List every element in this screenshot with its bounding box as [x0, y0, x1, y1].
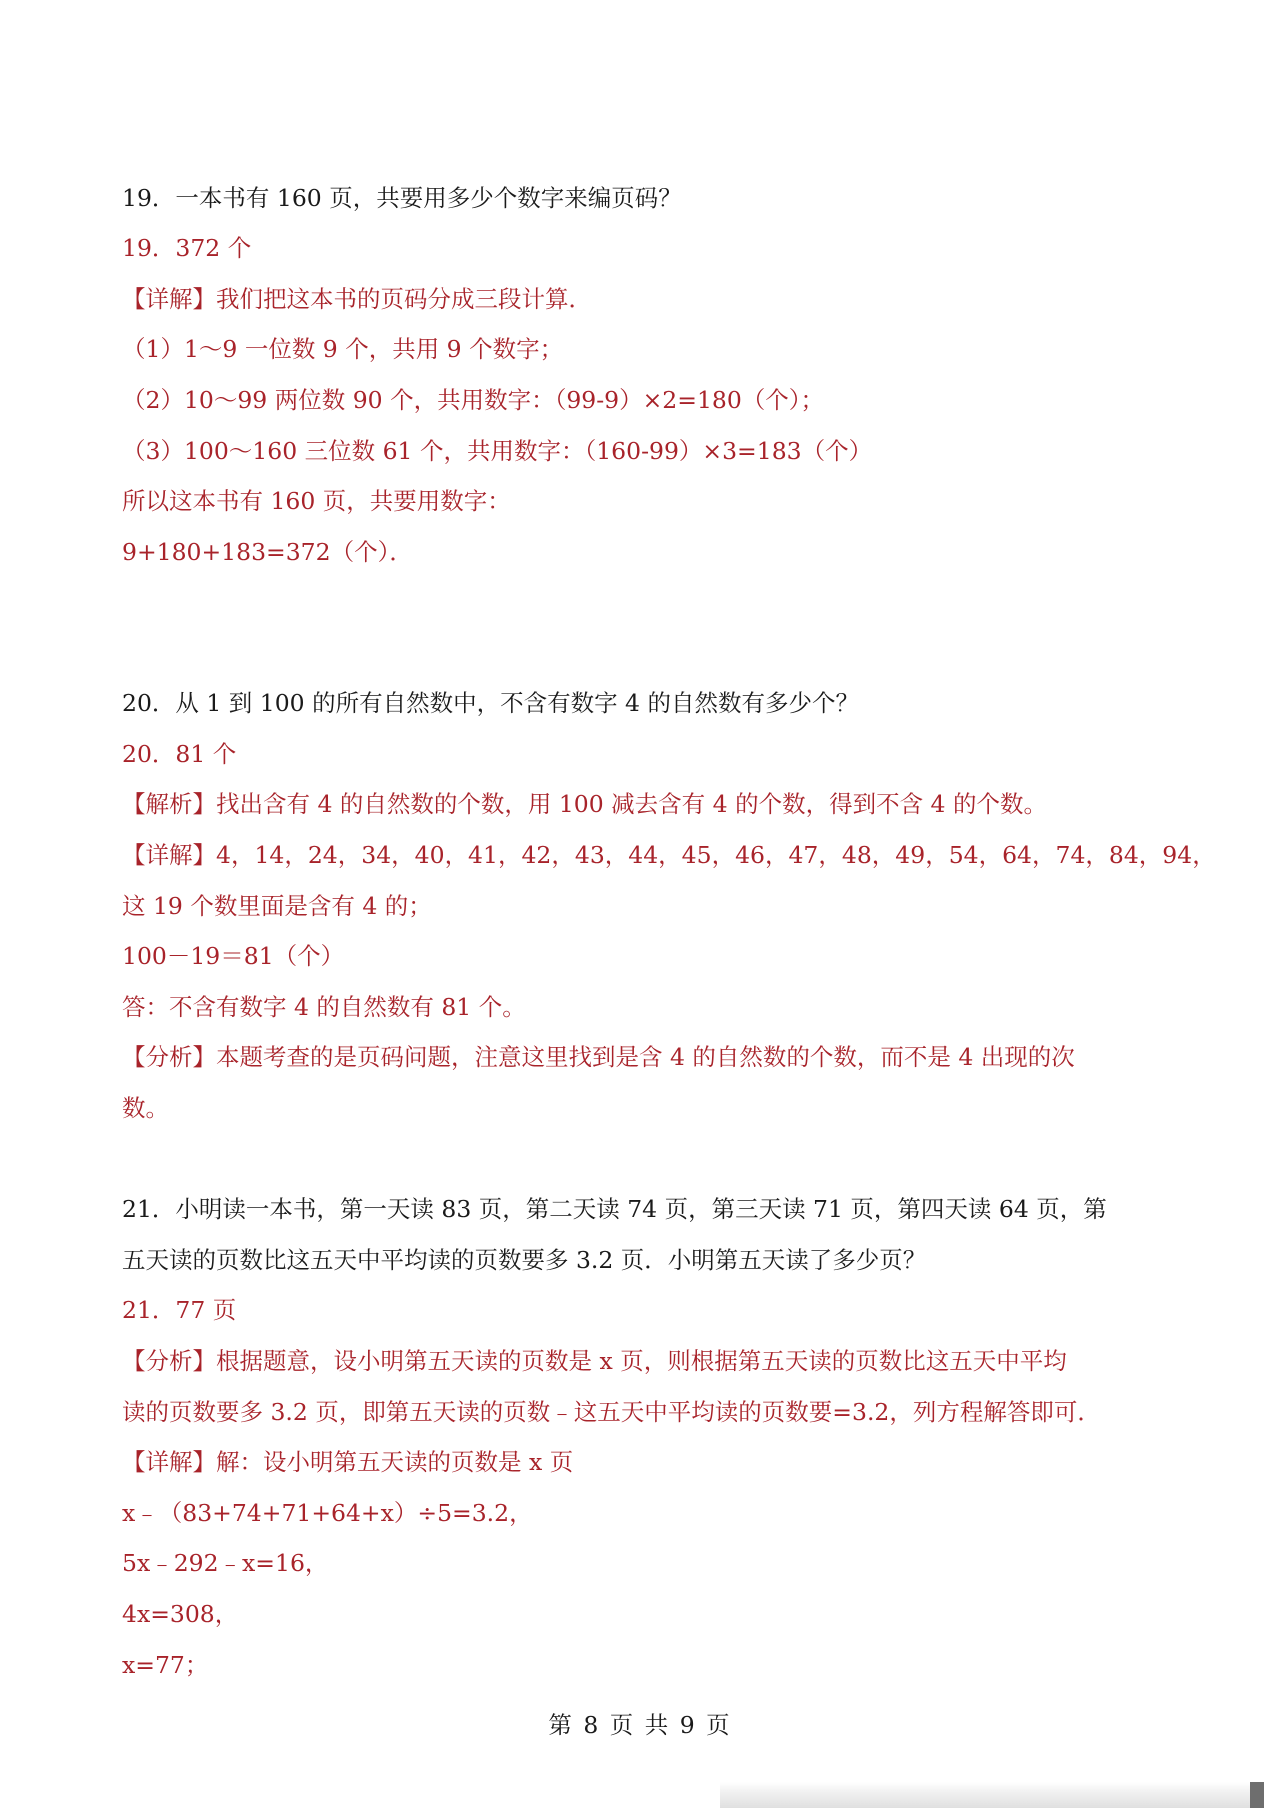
a21-analysis-line2: 读的页数要多 3.2 页，即第五天读的页数﹣这五天中平均读的页数要=3.2，列方程解答即可．: [122, 1398, 1101, 1426]
a20-conclusion: 答：不含有数字 4 的自然数有 81 个。: [122, 993, 526, 1021]
a19-answer: 19．372 个: [122, 234, 252, 262]
a20-detail-list: 【详解】4，14，24，34，40，41，42，43，44，45，46，47，48，49，54，64，74，84，94，: [122, 841, 1216, 869]
a21-answer: 21．77 页: [122, 1296, 237, 1324]
page-footer: 第 8 页 共 9 页: [548, 1711, 732, 1739]
page-edge-mark: [1250, 1782, 1264, 1808]
a19-step3: （3）100～160 三位数 61 个，共用数字：（160-99）×3=183（个）: [122, 437, 873, 465]
a19-summary: 所以这本书有 160 页，共要用数字：: [122, 487, 511, 515]
a19-result: 9+180+183=372（个）．: [122, 538, 413, 566]
a19-step2: （2）10～99 两位数 90 个，共用数字：（99-9）×2=180（个）；: [122, 386, 825, 414]
a20-analysis: 【解析】找出含有 4 的自然数的个数，用 100 减去含有 4 的个数，得到不含 4 的个数。: [122, 790, 1047, 818]
a21-equation-1: x﹣（83+74+71+64+x）÷5=3.2，: [122, 1499, 533, 1527]
a21-equation-2: 5x﹣292﹣x=16，: [122, 1549, 329, 1577]
q21-text-line2: 五天读的页数比这五天中平均读的页数要多 3.2 页．小明第五天读了多少页？: [122, 1246, 927, 1274]
a20-calculation: 100－19＝81（个）: [122, 942, 345, 970]
a21-equation-4: x=77；: [122, 1651, 209, 1679]
a21-analysis-line1: 【分析】根据题意，设小明第五天读的页数是 x 页，则根据第五天读的页数比这五天中平均: [122, 1347, 1067, 1375]
a21-detail-intro: 【详解】解：设小明第五天读的页数是 x 页: [122, 1448, 574, 1476]
a20-review-line1: 【分析】本题考查的是页码问题，注意这里找到是含 4 的自然数的个数，而不是 4 出现的次: [122, 1043, 1075, 1071]
q19-text: 19．一本书有 160 页，共要用多少个数字来编页码？: [122, 184, 682, 212]
q21-text-line1: 21．小明读一本书，第一天读 83 页，第二天读 74 页，第三天读 71 页，第四天读 64 页，第: [122, 1195, 1107, 1223]
a19-step1: （1）1～9 一位数 9 个，共用 9 个数字；: [122, 335, 564, 363]
a19-detail-intro: 【详解】我们把这本书的页码分成三段计算．: [122, 285, 592, 313]
a20-review-line2: 数。: [122, 1094, 169, 1122]
a21-equation-3: 4x=308，: [122, 1600, 239, 1628]
a20-answer: 20．81 个: [122, 740, 237, 768]
q20-text: 20．从 1 到 100 的所有自然数中，不含有数字 4 的自然数有多少个？: [122, 689, 859, 717]
a20-detail-note: 这 19 个数里面是含有 4 的；: [122, 892, 432, 920]
page-edge-shadow: [720, 1782, 1260, 1808]
